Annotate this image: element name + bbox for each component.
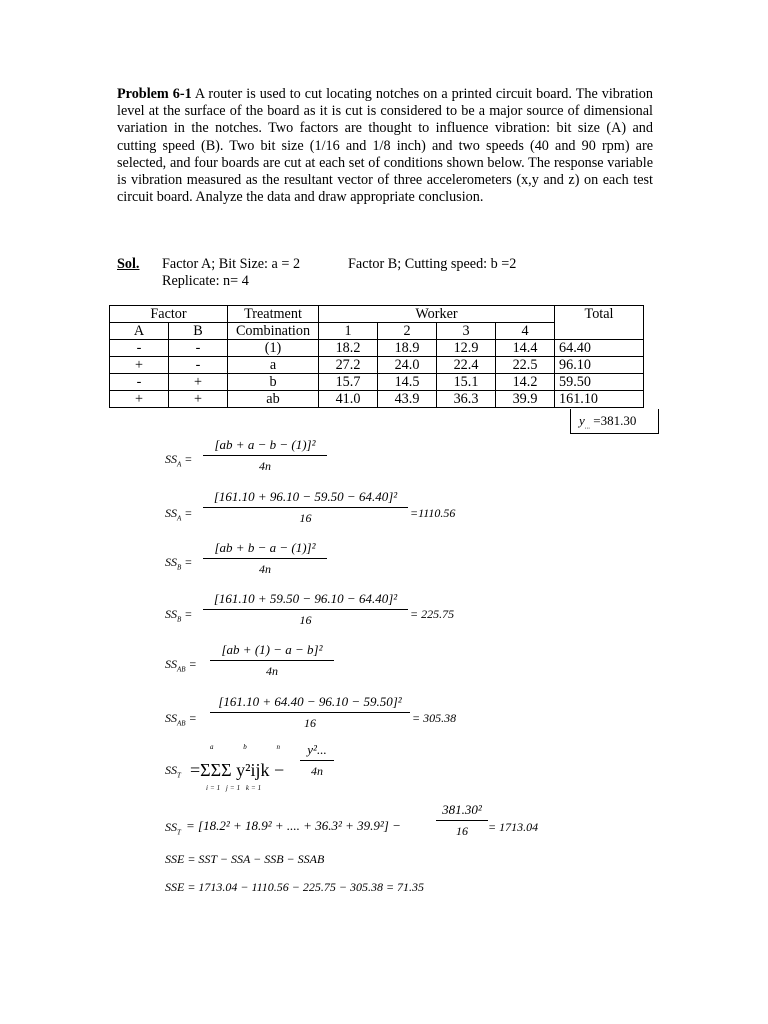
cell-w2: 43.9 [378,391,437,408]
grand-total-label: y [579,413,585,428]
sst-formula-frac [300,742,334,779]
cell-w4: 39.9 [496,391,555,408]
table-header-row [110,306,644,323]
ssb-formula-num: [ab + b − a − (1)]² [214,540,316,555]
cell-w3: 36.3 [437,391,496,408]
header-factor: Factor [110,306,228,323]
ssb-calc-den: 16 [299,613,312,627]
cell-comb: (1) [228,340,319,357]
data-table [109,305,644,408]
header-w4: 4 [496,323,555,340]
sst-formula-den: 4n [311,764,323,778]
ssa-formula-lhs: $SS_A$ = [165,452,193,469]
cell-a: - [110,374,169,391]
cell-b: + [169,374,228,391]
header-w1: 1 [319,323,378,340]
ssb-calc-lhs: $SS_B$ = [165,607,193,624]
cell-a: + [110,391,169,408]
sst-formula-num: y²... [307,742,327,757]
grand-total-sub: ... [584,422,591,431]
table-row [110,340,644,357]
cell-w1: 15.7 [319,374,378,391]
sst-formula: =ΣΣΣ y²ijk − [190,760,285,780]
problem-text: A router is used to cut locating notches on a printed circuit board. The vibration level at the surface of the board as it is cut is considered to be a major source of dimensional variation in the notches. Two factors are thought to influence vibration: bit size (A) and cutting speed (B). Two bit size (1/16 and 1/8 inch) and two speeds (40 and 90 rpm) are selected, and four boards are cut at each set of conditions shown below. The response variable is vibration measured as the resultant vector of three accelerometers (x,y and z) on each test circuit board. Analyze the data and draw appropriate conclusion. [117,86,653,206]
header-combination: Combination [228,323,319,340]
cell-b: - [169,357,228,374]
factor-a-text: Factor A; Bit Size: a = 2 [162,256,301,272]
cell-w2: 14.5 [378,374,437,391]
cell-w1: 41.0 [319,391,378,408]
cell-comb: ab [228,391,319,408]
ssab-calc-num: [161.10 + 64.40 − 96.10 − 59.50]² [218,694,402,709]
table-row [110,391,644,408]
cell-w3: 15.1 [437,374,496,391]
ssa-calc-num: [161.10 + 96.10 − 59.50 − 64.40]² [213,489,398,504]
cell-comb: a [228,357,319,374]
ssb-result: = 225.75 [410,607,455,621]
ssa-formula-den: 4n [259,459,271,473]
header-w3: 3 [437,323,496,340]
ssa-calc-den: 16 [299,511,312,525]
sst-formula-lhs: $SS_T$ [165,763,181,780]
cell-w2: 18.9 [378,340,437,357]
ssb-formula [203,540,327,577]
cell-total: 96.10 [555,357,644,374]
ssab-result: = 305.38 [412,711,457,725]
problem-statement [117,86,653,206]
header-a: A [110,323,169,340]
ssb-calc [203,591,408,628]
ssa-calc-lhs: $SS_A$ = [165,506,193,523]
sst-calc-num: 381.30² [442,802,482,817]
ssa-formula-num: [ab + a − b − (1)]² [214,437,316,452]
problem-label: Problem 6-1 [117,86,192,102]
sst-calc: = [18.2² + 18.9² + .... + 36.3² + 39.9²] − [186,818,401,833]
cell-w1: 18.2 [319,340,378,357]
cell-w4: 22.5 [496,357,555,374]
ssa-result: =1110.56 [410,506,456,520]
header-w2: 2 [378,323,437,340]
solution-header [117,256,516,290]
sst-calc-lhs: $SS_T$ [165,820,181,837]
sst-calc-den: 16 [456,824,468,838]
cell-w3: 22.4 [437,357,496,374]
ssb-calc-num: [161.10 + 59.50 − 96.10 − 64.40]² [213,591,398,606]
cell-total: 59.50 [555,374,644,391]
table-row [110,357,644,374]
sst-result: = 1713.04 [488,820,539,834]
factor-b-text: Factor B; Cutting speed: b =2 [348,256,517,272]
sse-calc: SSE = 1713.04 − 1110.56 − 225.75 − 305.38 = 71.35 [165,880,425,894]
cell-w3: 12.9 [437,340,496,357]
ssab-calc-lhs: $SS_{AB}$ = [165,711,197,728]
cell-total: 161.10 [555,391,644,408]
sst-limits-upper: a b n [210,743,294,751]
sse-definition: SSE = SST − SSA − SSB − SSAB [165,852,325,866]
ssa-calc [203,489,408,526]
ssab-formula-lhs: $SS_{AB}$ = [165,657,197,674]
cell-a: + [110,357,169,374]
table-row [110,374,644,391]
cell-w4: 14.4 [496,340,555,357]
ssb-formula-den: 4n [259,562,271,576]
header-treatment: Treatment [228,306,319,323]
solution-label: Sol. [117,256,140,272]
cell-a: - [110,340,169,357]
cell-comb: b [228,374,319,391]
header-worker: Worker [319,306,555,323]
replicate-text: Replicate: n= 4 [162,273,249,289]
cell-b: + [169,391,228,408]
ssa-formula [203,437,327,474]
cell-w4: 14.2 [496,374,555,391]
grand-total [570,409,659,434]
cell-b: - [169,340,228,357]
cell-total: 64.40 [555,340,644,357]
ssb-formula-lhs: $SS_B$ = [165,555,193,572]
grand-total-value: =381.30 [593,413,637,428]
ssab-formula [210,642,334,679]
sst-calc-frac [436,802,488,839]
ssab-calc [210,694,410,731]
ssab-formula-den: 4n [266,664,278,678]
header-total: Total [555,306,644,340]
sst-limits-lower: i=1 j=1 k=1 [206,784,264,792]
cell-w1: 27.2 [319,357,378,374]
ssab-formula-num: [ab + (1) − a − b]² [221,642,323,657]
ssab-calc-den: 16 [304,716,316,730]
cell-w2: 24.0 [378,357,437,374]
header-b: B [169,323,228,340]
